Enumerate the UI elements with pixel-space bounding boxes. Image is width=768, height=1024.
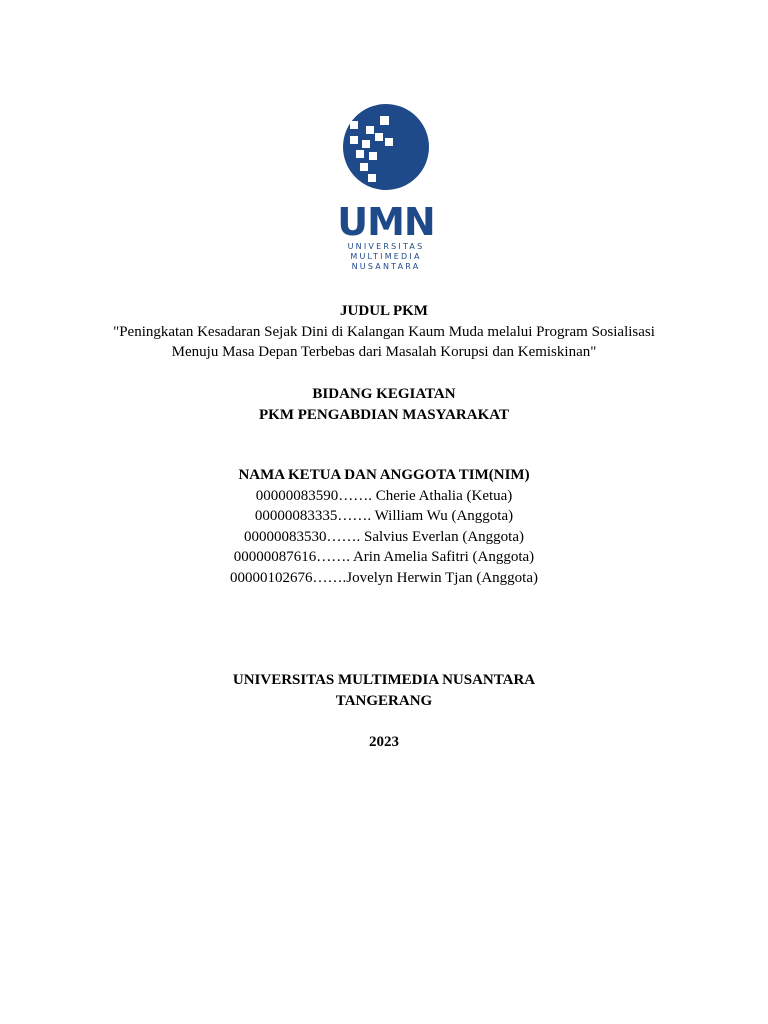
title-section [0, 301, 768, 363]
institution-city: TANGERANG [335, 692, 433, 709]
institution-name: UNIVERSITAS MULTIMEDIA NUSANTARA [232, 672, 536, 688]
logo-wordmark: UMN [337, 200, 434, 244]
title-line-2: Menuju Masa Depan Terbebas dari Masalah Korupsi dan Kemiskinan" [171, 344, 597, 360]
logo-subtitle-line-2: MULTIMEDIA [350, 252, 422, 261]
institution-section [0, 670, 768, 711]
logo-subtitle-line-1: UNIVERSITAS [347, 242, 425, 251]
umn-logo [334, 102, 434, 274]
field-value: PKM PENGABDIAN MASYARAKAT [258, 406, 509, 423]
team-heading: NAMA KETUA DAN ANGGOTA TIM(NIM) [238, 467, 530, 483]
team-member: 00000083335……. William Wu (Anggota) [254, 508, 514, 524]
field-heading: BIDANG KEGIATAN [312, 386, 456, 402]
team-member: 00000083530……. Salvius Everlan (Anggota) [244, 528, 524, 545]
field-section [0, 384, 768, 425]
team-member: 00000083590……. Cherie Athalia (Ketua) [255, 487, 513, 504]
team-member: 00000087616……. Arin Amelia Safitri (Anggota) [233, 549, 535, 565]
year-section [0, 732, 768, 753]
document-year: 2023 [369, 734, 399, 750]
title-line-1: "Peningkatan Kesadaran Sejak Dini di Kalangan Kaum Muda melalui Program Sosialisasi [113, 323, 655, 340]
team-member: 00000102676…….Jovelyn Herwin Tjan (Anggota) [229, 569, 538, 586]
title-heading: JUDUL PKM [340, 303, 428, 319]
team-section [0, 465, 768, 588]
logo-subtitle-line-3: NUSANTARA [351, 262, 421, 271]
